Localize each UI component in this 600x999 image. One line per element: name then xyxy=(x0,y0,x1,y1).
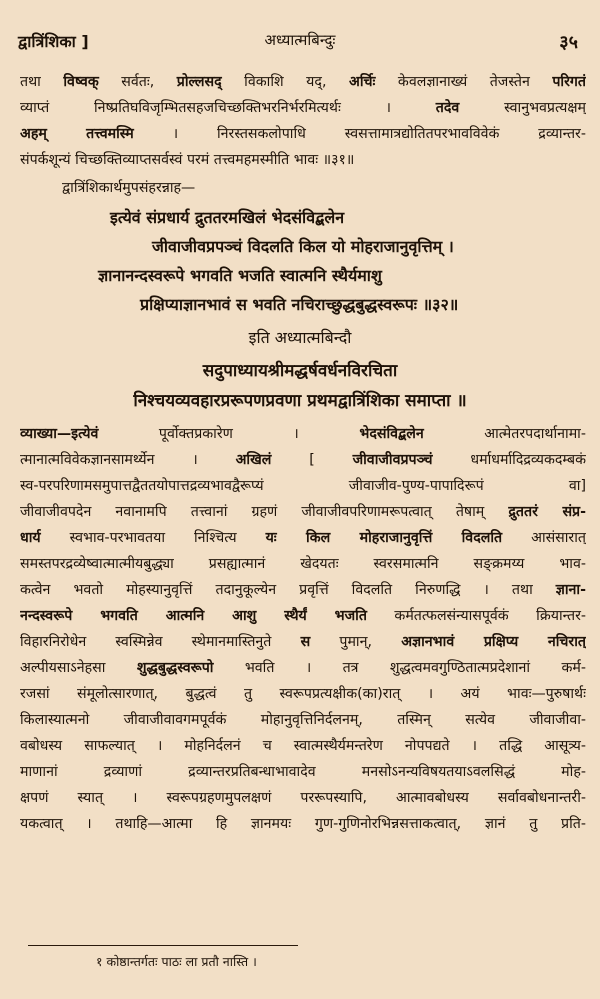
verse-line: प्रक्षिप्याज्ञानभावं स भवति नचिराच्छुद्धबुद्धस्वरूपः ॥३२॥ xyxy=(140,295,459,314)
commentary-line: वबोधस्य साफल्यात् । मोहनिर्दलनं च स्वात्मस्थैर्यमन्तरेण नोपपद्यते । तद्धि आसूत्र्य- xyxy=(20,738,586,754)
commentary-line: त्मानात्मविवेकज्ञानसामर्थ्येन । अखिलं [ जीवाजीवप्रपञ्चं धर्माधर्मादिद्रव्यकदम्बकं xyxy=(20,452,586,468)
verse-line: ज्ञानानन्दस्वरूपे भगवति भजति स्वात्मनि स्थैर्यमाशु xyxy=(98,266,382,285)
colophon-line: इति अध्यात्मबिन्दौ xyxy=(248,328,352,347)
commentary-line: अल्पीयसाऽनेहसा शुद्धबुद्धस्वरूपो भवति । तत्र शुद्धत्वमवगुण्ठितात्मप्रदेशानां कर्म- xyxy=(20,660,586,676)
verse-intro: द्वात्रिंशिकार्थमुपसंहरन्नाह— xyxy=(62,180,196,196)
footnote: १ कोष्ठान्तर्गतः पाठः ला प्रतौ नास्ति । xyxy=(96,954,257,969)
commentary-line: क्षपणं स्यात् । स्वरूपग्रहणमुपलक्षणं पररूपस्यापि, आत्मावबोधस्य सर्वावबोधनान्तरी- xyxy=(20,790,586,806)
text-line: व्याप्तं निष्प्रतिघविजृम्भितसहजचिच्छक्तिभरनिर्भरमित्यर्थः । तदेव स्वानुभवप्रत्यक्षम् xyxy=(20,100,586,116)
colophon-line: सदुपाध्यायश्रीमद्धर्षवर्धनविरचिता xyxy=(202,361,398,381)
commentary-line: माणानां द्रव्याणां द्रव्यान्तरप्रतिबन्धाभावादेव मनसोऽनन्यविषयतयाऽवलसिद्धं मोह- xyxy=(20,764,586,780)
commentary-line: कत्वेन भवतो मोहस्यानुवृत्तिं तदानुकूल्येन प्रवृत्तिं विदलति निरुणद्धि । तथा ज्ञाना- xyxy=(20,582,586,598)
commentary-line: जीवाजीवपदेन नवानामपि तत्त्वानां ग्रहणं जीवाजीवपरिणामरूपत्वात् तेषाम् द्रुततरं संप्र- xyxy=(20,504,586,520)
footnote-rule xyxy=(28,945,298,946)
text-line: अहम् तत्त्वमस्मि । निरस्तसकलोपाधि स्वसत्तामात्रद्योतितपरभावविवेकं द्रव्यान्तर- xyxy=(20,126,586,142)
commentary-line: नन्दस्वरूपे भगवति आत्मनि आशु स्थैर्यं भजति कर्मतत्फलसंन्यासपूर्वकं क्रियान्तर- xyxy=(20,608,586,624)
commentary-line: समस्तपरद्रव्येष्वात्मात्मीयबुद्ध्या प्रसह्यात्मानं खेदयतः स्वरसमात्मनि सङ्क्रमय्य भाव- xyxy=(20,556,586,572)
running-head-title: अध्यात्मबिन्दुः xyxy=(264,31,336,49)
commentary-line: यकत्वात् । तथाहि—आत्मा हि ज्ञानमयः गुण-गुणिनोरभिन्नसत्ताकत्वात्, ज्ञानं तु प्रति- xyxy=(20,816,586,832)
verse-line: जीवाजीवप्रपञ्चं विदलति किल यो मोहराजानुवृत्तिम् । xyxy=(152,237,454,256)
page-number: ३५ xyxy=(559,32,578,53)
text-line: संपर्कशून्यं चिच्छक्तिव्याप्तसर्वस्वं परमं तत्त्वमहमस्मीति भावः ॥३१॥ xyxy=(20,152,355,168)
running-head-left: द्वात्रिंशिका ] xyxy=(18,32,89,51)
commentary-line: रजसां संमूलोत्सारणात्, बुद्धत्वं तु स्वरूपप्रत्यक्षीक(का)रात् । अयं भावः—पुरुषार्थः xyxy=(20,686,586,702)
commentary-line: व्याख्या—इत्येवं पूर्वोक्तप्रकारेण । भेदसंविद्बलेन आत्मेतरपदार्थानामा- xyxy=(20,426,586,442)
commentary-line: किलास्यात्मनो जीवाजीवावगमपूर्वकं मोहानुवृत्तिनिर्दलनम्, तस्मिन् सत्येव जीवाजीवा- xyxy=(20,712,586,728)
text-line: तथा विष्वक् सर्वतः, प्रोल्लसद् विकाशि यद्, अर्चिः केवलज्ञानाख्यं तेजस्तेन परिगतं xyxy=(20,74,586,90)
colophon-line: निश्चयव्यवहारप्ररूपणप्रवणा प्रथमद्वात्रिंशिका समाप्ता ॥ xyxy=(133,391,467,411)
verse-line: इत्येवं संप्रधार्य द्रुततरमखिलं भेदसंविद्बलेन xyxy=(110,208,345,227)
commentary-line: विहारनिरोधेन स्वस्मिन्नेव स्थेमानमास्तिनुते स पुमान्, अज्ञानभावं प्रक्षिप्य नचिरात् xyxy=(20,634,586,650)
commentary-line: धार्य स्वभाव-परभावतया निश्चित्य यः किल मोहराजानुवृत्तिं विदलति आसंसारात् xyxy=(20,530,586,546)
commentary-line: स्व-परपरिणामसमुपात्तद्वैततयोपात्तद्रव्यभावद्वैरूप्यं जीवाजीव-पुण्य-पापादिरूपं वा] xyxy=(20,478,586,494)
